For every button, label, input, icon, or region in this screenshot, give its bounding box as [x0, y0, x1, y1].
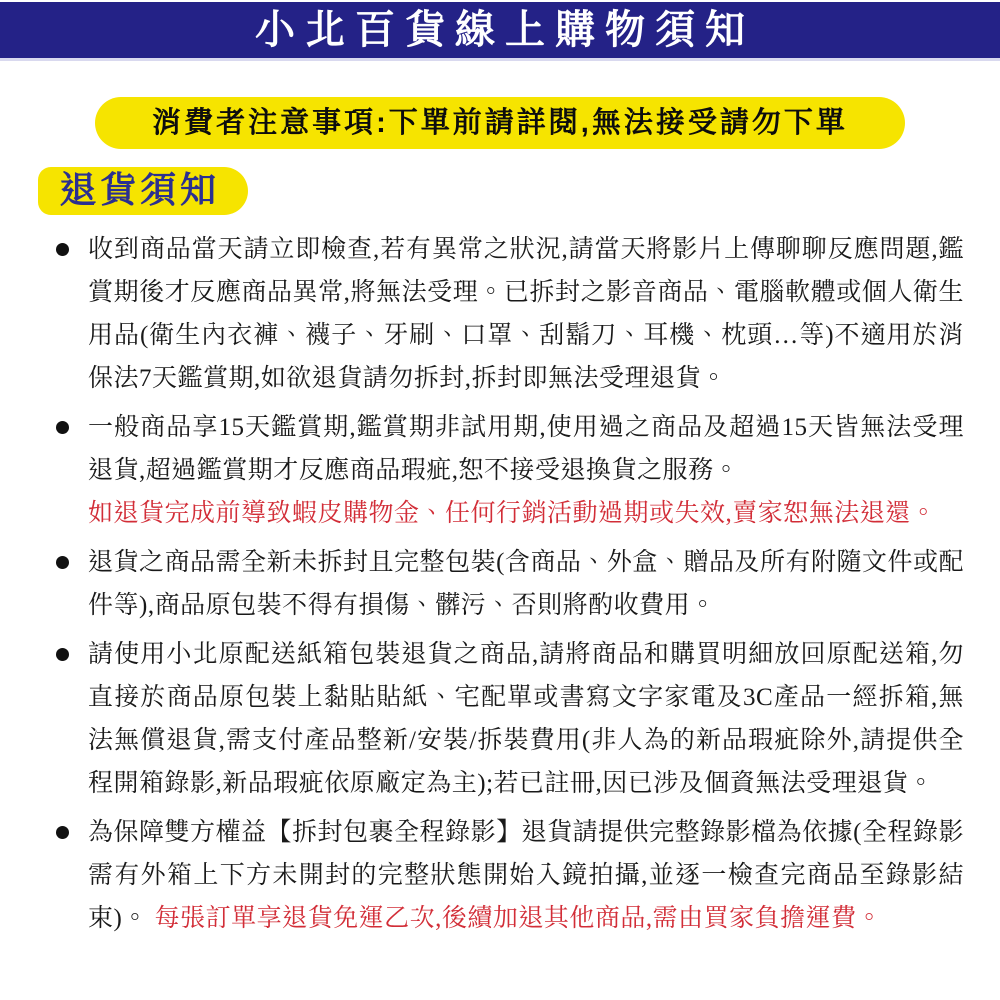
consumer-notice-banner [95, 97, 905, 149]
consumer-notice-text: 消費者注意事項:下單前請詳閱,無法接受請勿下單 [152, 106, 848, 139]
bullet-icon [56, 826, 69, 839]
bullet-icon [56, 421, 69, 434]
section-title: 退貨須知 [60, 169, 221, 210]
policy-item-inspection [36, 228, 964, 400]
policy-warning-text: 如退貨完成前導致蝦皮購物金、任何行銷活動過期或失效,賣家恕無法退還。 [88, 500, 937, 527]
policy-item-packaging [36, 541, 964, 627]
policy-text: 為保障雙方權益【拆封包裹全程錄影】退貨請提供完整錄影檔為依據(全程錄影需有外箱上下方未開封的完整狀態開始入鏡拍攝,並逐一檢查完商品至錄影結束)。 [88, 819, 964, 932]
policy-text: 一般商品享15天鑑賞期,鑑賞期非試用期,使用過之商品及超過15天皆無法受理退貨,超過鑑賞期才反應商品瑕疵,恕不接受退換貨之服務。 [88, 414, 964, 484]
policy-text: 收到商品當天請立即檢查,若有異常之狀況,請當天將影片上傳聊聊反應問題,鑑賞期後才反應商品異常,將無法受理。已拆封之影音商品、電腦軟體或個人衛生用品(衛生內衣褲、襪子、牙刷、口罩、刮鬍刀、耳機、枕頭…等)不適用於消保法7天鑑賞期,如欲退貨請勿拆封,拆封即無法受理退貨。 [88, 236, 964, 392]
policy-item-unboxing-video [36, 811, 964, 940]
policy-item-trial-period [36, 406, 964, 535]
bullet-icon [56, 648, 69, 661]
return-policy-list [36, 228, 964, 940]
header-banner [0, 2, 1000, 61]
bullet-icon [56, 556, 69, 569]
policy-text: 請使用小北原配送紙箱包裝退貨之商品,請將商品和購買明細放回原配送箱,勿直接於商品原包裝上黏貼貼紙、宅配單或書寫文字家電及3C產品一經拆箱,無法無償退貨,需支付產品整新/安裝/拆裝費用(非人為的新品瑕疵除外,請提供全程開箱錄影,新品瑕疵依原廠定為主);若已註冊,因已涉及個資無法受理退貨。 [88, 641, 964, 797]
page-title: 小北百貨線上購物須知 [255, 8, 755, 52]
policy-text: 退貨之商品需全新未拆封且完整包裝(含商品、外盒、贈品及所有附隨文件或配件等),商品原包裝不得有損傷、髒污、否則將酌收費用。 [88, 549, 964, 619]
section-label-returns [38, 167, 248, 215]
policy-item-shipping-box [36, 633, 964, 805]
policy-warning-text: 每張訂單享退貨免運乙次,後續加退其他商品,需由買家負擔運費。 [154, 905, 883, 932]
bullet-icon [56, 243, 69, 256]
